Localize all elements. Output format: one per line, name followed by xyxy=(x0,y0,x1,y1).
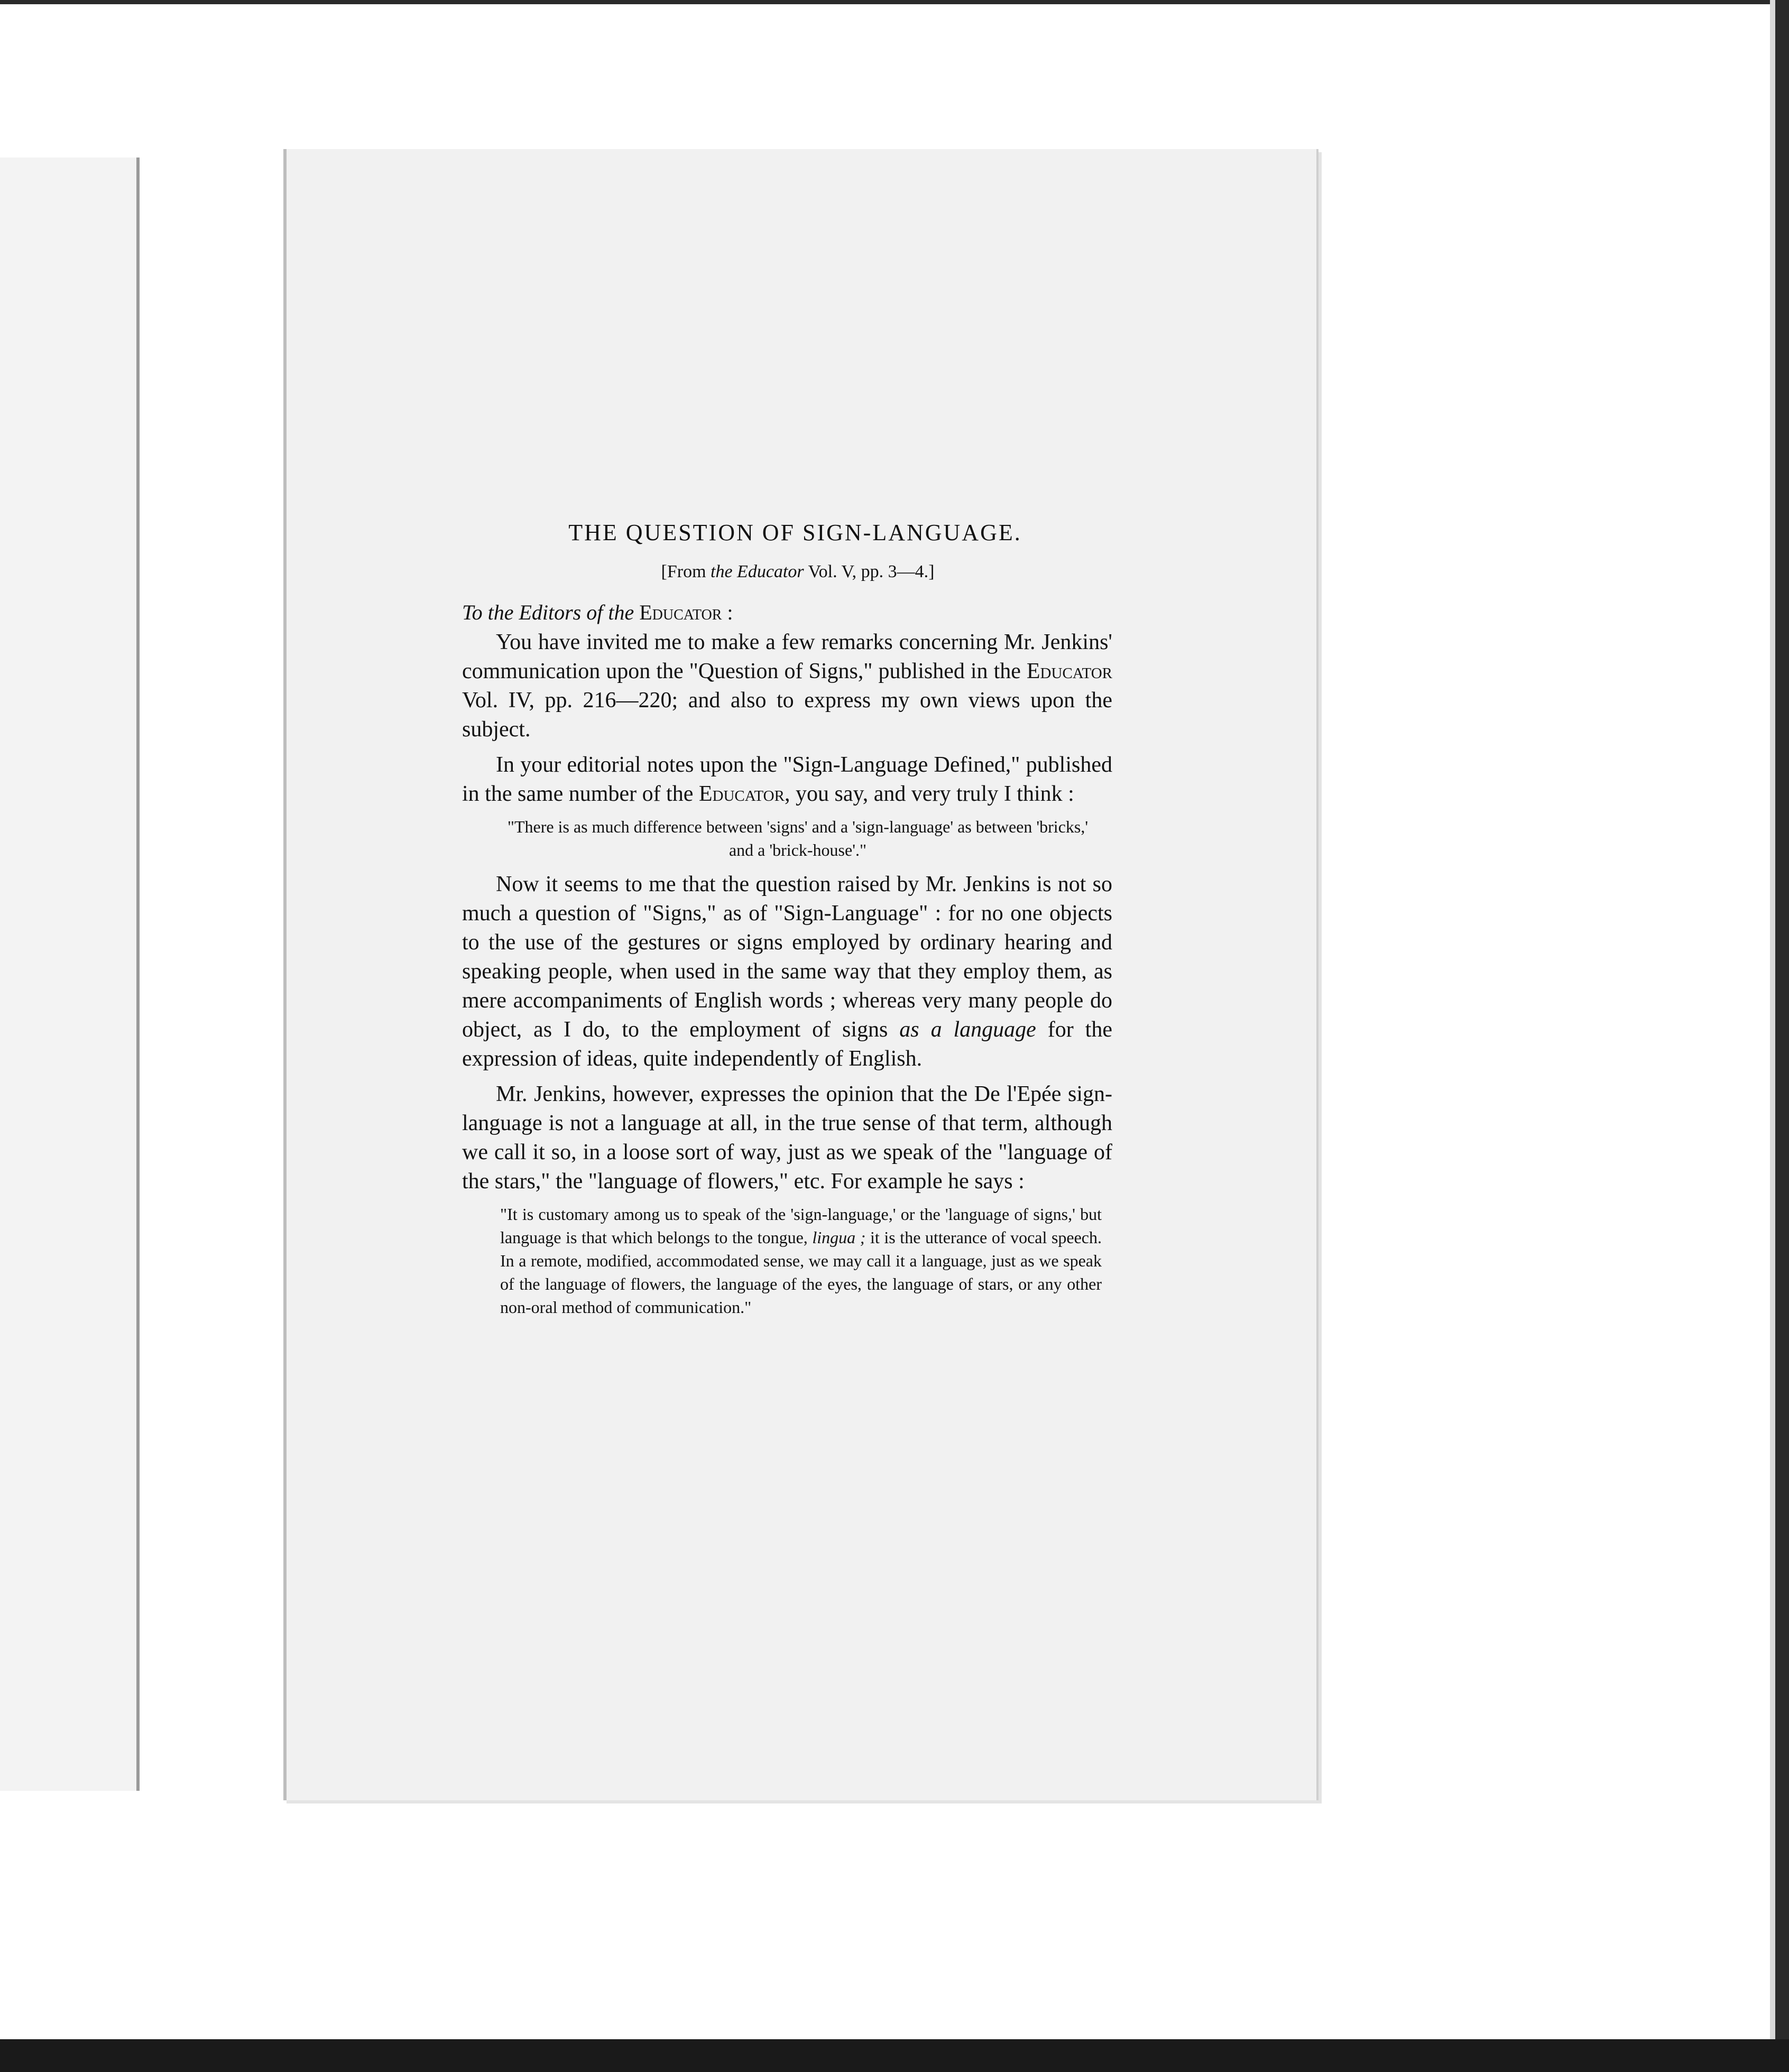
page-text xyxy=(462,519,1112,1328)
block-quote-2-text-a: "It is customary among us to speak of the 'sign-language,' or the 'language of signs,' but language is that which belongs to the tongue, xyxy=(500,1205,1102,1247)
page-title: THE QUESTION OF SIGN-LANGUAGE. xyxy=(568,520,1022,545)
source-publication: the Educator xyxy=(711,562,804,581)
paragraph-2-text-b: , you say, and very truly I think : xyxy=(784,782,1074,806)
block-quote-2-text-b: it is the utterance of vocal speech. In a remote, modified, accommodated sense, we may call it a language, just as we speak of the language of flowers, the language of the eyes, the language of stars, or any other non-oral method of communication." xyxy=(500,1228,1102,1317)
paragraph-4: Mr. Jenkins, however, expresses the opinion that the De l'Epée sign-language is not a language at all, in the true sense of that term, although we call it so, in a loose sort of way, just as we speak of the "language of the stars," the "language of flowers," etc. For example he says : xyxy=(462,1082,1112,1194)
adjacent-page-edge xyxy=(0,158,140,1791)
block-quote-2 xyxy=(500,1202,1102,1319)
salutation-suffix: : xyxy=(722,600,733,624)
paragraph-3 xyxy=(462,870,1112,1074)
salutation-name: Educator xyxy=(639,600,722,624)
paragraph-2-educator: Educator xyxy=(698,782,785,806)
paragraph-1 xyxy=(462,628,1112,744)
block-quote-2-emphasis: lingua ; xyxy=(812,1228,866,1247)
paragraph-3-text-b: for the expression of ideas, quite independently of English. xyxy=(462,1018,1112,1071)
salutation xyxy=(462,600,1112,625)
paragraph-1-text-b: Vol. IV, pp. 216—220; and also to express my own views upon the subject. xyxy=(462,688,1112,742)
paragraph-3-text-a: Now it seems to me that the question raised by Mr. Jenkins is not so much a question of "Signs," as of "Sign-Language" : for no one objects to the use of the gestures or signs employed by ordinary hearing and speaking people, when used in the same way that they employ them, as mere accompaniments of English words ; whereas very many people do object, as I do, to the employment of signs xyxy=(462,872,1112,1042)
block-quote-1: "There is as much difference between 'signs' and a 'sign-language' as between 'bricks,' and a 'brick-house'." xyxy=(507,817,1089,859)
paragraph-2 xyxy=(462,751,1112,809)
paragraph-1-educator: Educator xyxy=(1026,659,1112,683)
paragraph-3-emphasis: as a language xyxy=(899,1018,1036,1042)
scan-top-edge xyxy=(0,0,1789,4)
salutation-prefix: To the Editors of the xyxy=(462,600,640,624)
scan-bottom-edge xyxy=(0,2039,1789,2072)
source-suffix: Vol. V, pp. 3—4.] xyxy=(804,562,935,581)
scan-right-margin xyxy=(1770,0,1775,2040)
scan-right-edge xyxy=(1775,0,1789,2046)
source-prefix: [From xyxy=(661,562,711,581)
paragraph-2-text-a: In your editorial notes upon the "Sign-Language Defined," published in the same number of the xyxy=(462,753,1112,806)
source-citation xyxy=(483,562,1112,582)
paragraph-1-text-a: You have invited me to make a few remarks concerning Mr. Jenkins' communication upon the "Question of Signs," published in the xyxy=(462,630,1112,683)
document-page xyxy=(283,149,1318,1800)
